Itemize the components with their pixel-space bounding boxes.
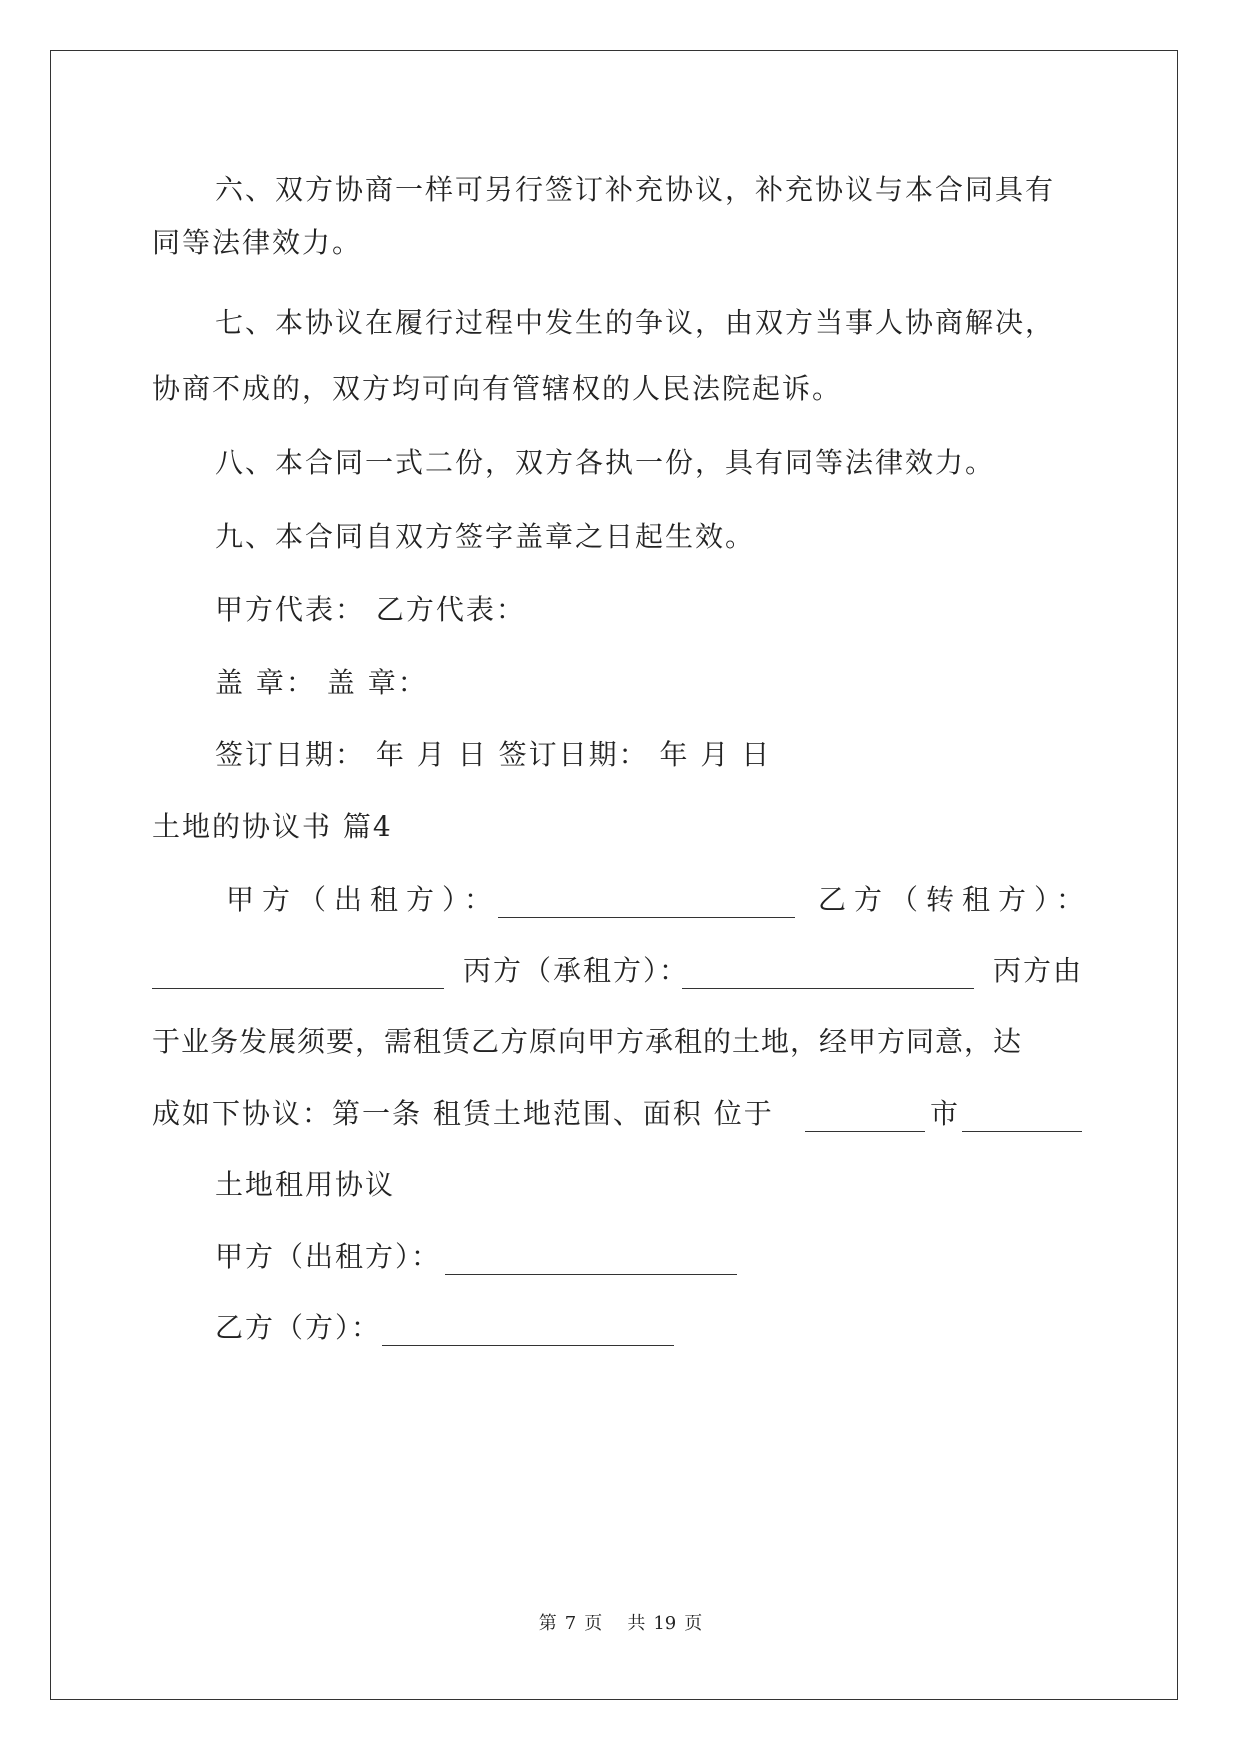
party-a-label-2: 甲方（出租方）： xyxy=(215,1240,442,1273)
party-c-blank xyxy=(682,958,974,989)
party-b-blank xyxy=(152,958,444,989)
reason-line: 于业务发展须要，需租赁乙方原向甲方承租的土地，经甲方同意，达 xyxy=(152,1025,1023,1058)
total-pages-number: 19 xyxy=(653,1613,677,1634)
clause-6-line-2: 同等法律效力。 xyxy=(152,226,363,259)
total-label-suffix: 页 xyxy=(684,1613,703,1634)
party-c-reason-start: 丙方由 xyxy=(993,954,1084,987)
party-b-blank-2 xyxy=(382,1315,674,1346)
representatives-line: 甲方代表： 乙方代表： xyxy=(215,593,526,626)
page-border xyxy=(50,50,1178,1700)
party-a-blank xyxy=(498,887,795,918)
party-b-label-2: 乙方（方）： xyxy=(215,1311,382,1344)
clause-8: 八、本合同一式二份，双方各执一份，具有同等法律效力。 xyxy=(215,446,996,479)
page-label-prefix: 第 xyxy=(538,1613,557,1634)
clause-6-line-1: 六、双方协商一样可另行签订补充协议，补充协议与本合同具有 xyxy=(215,173,1056,206)
seal-line: 盖 章： 盖 章： xyxy=(215,666,428,699)
clause-7-line-1: 七、本协议在履行过程中发生的争议，由双方当事人协商解决， xyxy=(215,306,1056,339)
land-lease-title: 土地租用协议 xyxy=(215,1168,396,1201)
location-blank-1 xyxy=(805,1101,925,1132)
party-a-blank-2 xyxy=(445,1244,737,1275)
section-title: 土地的协议书 篇4 xyxy=(152,810,393,843)
page-footer xyxy=(0,1612,1241,1636)
current-page-number: 7 xyxy=(564,1613,577,1634)
party-b-sublessor-label: 乙方（转租方）： xyxy=(818,883,1093,916)
location-blank-2 xyxy=(962,1101,1082,1132)
clause-9: 九、本合同自双方签字盖章之日起生效。 xyxy=(215,520,756,553)
sign-date-line: 签订日期： 年 月 日 签订日期： 年 月 日 xyxy=(215,738,772,771)
party-c-label: 丙方（承租方）： xyxy=(463,954,690,987)
city-label: 市 xyxy=(930,1097,961,1130)
total-label-prefix: 共 xyxy=(627,1613,646,1634)
page-label-suffix: 页 xyxy=(584,1613,603,1634)
agreement-line-text: 成如下协议：第一条 租赁土地范围、面积 位于 xyxy=(152,1097,774,1130)
party-a-lessor-label: 甲方（出租方）： xyxy=(226,883,501,916)
clause-7-line-2: 协商不成的，双方均可向有管辖权的人民法院起诉。 xyxy=(152,372,843,405)
